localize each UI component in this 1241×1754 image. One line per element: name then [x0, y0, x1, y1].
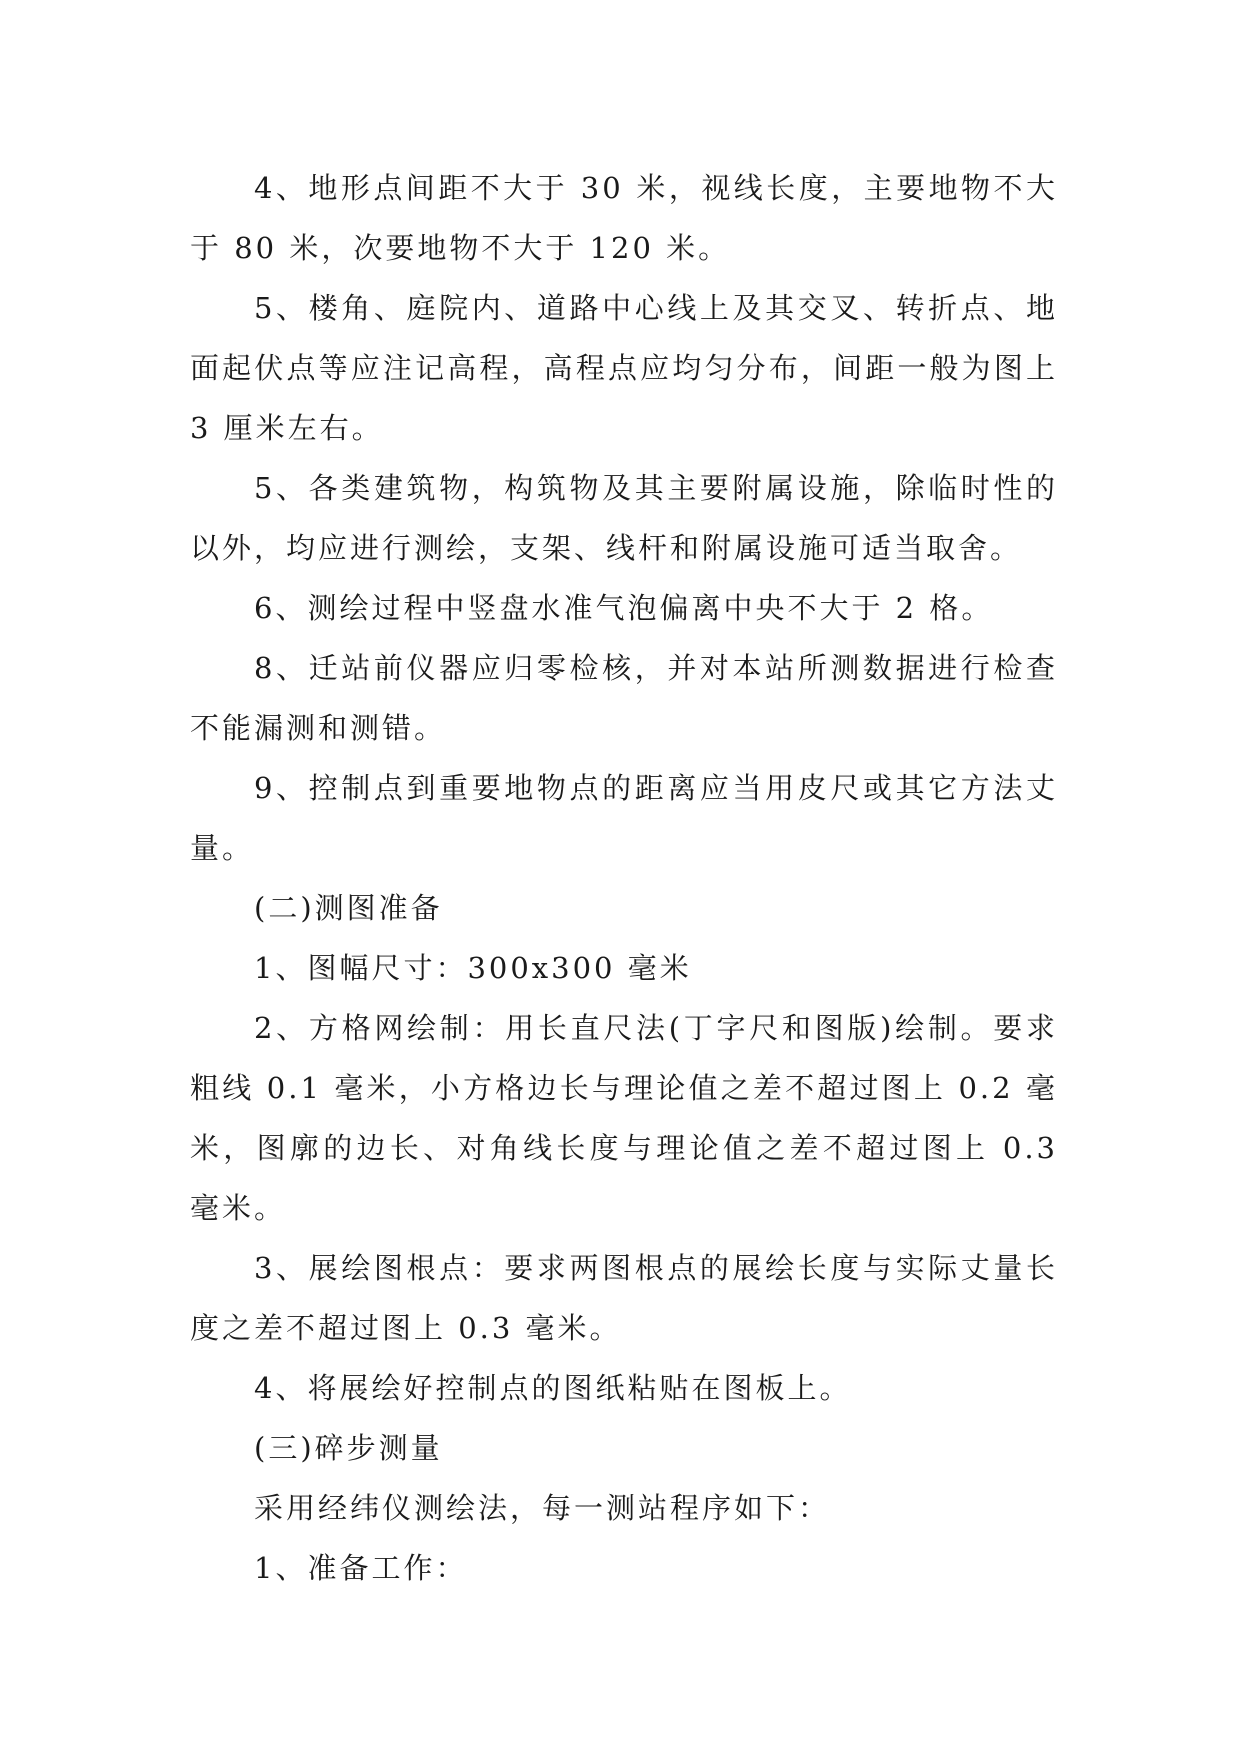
document-body [190, 158, 1058, 1598]
paragraph-4: 6、测绘过程中竖盘水准气泡偏离中央不大于 2 格。 [254, 591, 994, 625]
paragraph-12: 1、准备工作： [254, 1551, 468, 1585]
section-heading-2: (二)测图准备 [254, 891, 443, 925]
section-heading-3: (三)碎步测量 [254, 1431, 443, 1465]
paragraph-3: 5、各类建筑物，构筑物及其主要附属设施，除临时性的以外，均应进行测绘，支架、线杆和附属设施可适当取舍。 [190, 471, 1058, 565]
paragraph-1: 4、地形点间距不大于 30 米，视线长度，主要地物不大于 80 米，次要地物不大于 120 米。 [190, 171, 1058, 265]
paragraph-5: 8、迁站前仪器应归零检核，并对本站所测数据进行检查不能漏测和测错。 [190, 651, 1058, 745]
paragraph-7: 1、图幅尺寸：300x300 毫米 [254, 951, 692, 985]
paragraph-8: 2、方格网绘制：用长直尺法(丁字尺和图版)绘制。要求粗线 0.1 毫米，小方格边长与理论值之差不超过图上 0.2 毫米，图廓的边长、对角线长度与理论值之差不超过图上 0.3 毫米。 [190, 1011, 1058, 1225]
paragraph-6: 9、控制点到重要地物点的距离应当用皮尺或其它方法丈量。 [190, 771, 1058, 865]
paragraph-10: 4、将展绘好控制点的图纸粘贴在图板上。 [254, 1371, 852, 1405]
paragraph-11: 采用经纬仪测绘法，每一测站程序如下： [254, 1491, 831, 1525]
paragraph-9: 3、展绘图根点：要求两图根点的展绘长度与实际丈量长度之差不超过图上 0.3 毫米。 [190, 1251, 1058, 1345]
paragraph-2: 5、楼角、庭院内、道路中心线上及其交叉、转折点、地面起伏点等应注记高程，高程点应均匀分布，间距一般为图上 3 厘米左右。 [190, 291, 1058, 445]
